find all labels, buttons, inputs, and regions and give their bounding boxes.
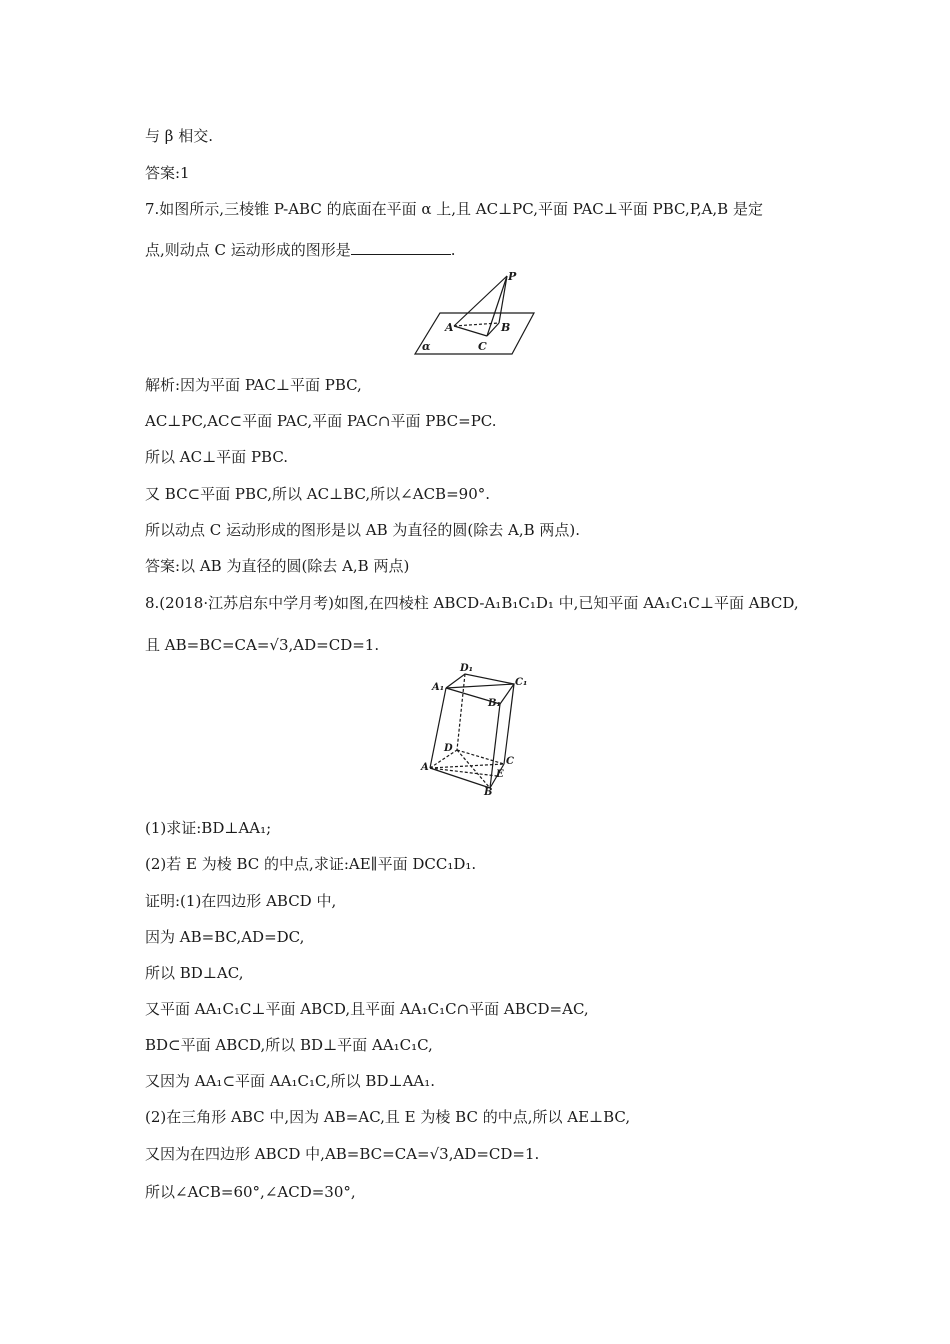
label-a: A [421,762,429,773]
solution-line-3: 所以 AC⊥平面 PBC. [145,448,289,466]
question-7-line-2 [145,240,456,260]
label-b1: B₁ [488,698,501,709]
proof-line-4: 又平面 AA₁C₁C⊥平面 ABCD,且平面 AA₁C₁C∩平面 ABCD=AC, [145,1000,589,1018]
label-e: E [496,769,504,780]
label-c: C [478,340,487,353]
proof-line-6: 又因为 AA₁⊂平面 AA₁C₁C,所以 BD⊥AA₁. [145,1072,436,1090]
label-b: B [501,321,511,334]
edge-aa1 [430,688,446,768]
label-alpha: α [422,340,431,353]
edge-ac [454,326,487,336]
solution-line-2: AC⊥PC,AC⊂平面 PAC,平面 PAC∩平面 PBC=PC. [145,412,497,430]
solution-line-5: 所以动点 C 运动形成的图形是以 AB 为直径的圆(除去 A,B 两点). [145,521,581,539]
label-a1: A₁ [432,682,445,693]
proof-line-8: 又因为在四边形 ABCD 中,AB=BC=CA=√3,AD=CD=1. [145,1145,540,1163]
solution-line-1: 解析:因为平面 PAC⊥平面 PBC, [145,376,362,394]
label-c: C [506,756,514,767]
question-7-period: . [450,241,456,259]
label-p: P [508,270,517,283]
edge-ab [454,323,499,326]
proof-line-7: (2)在三角形 ABC 中,因为 AB=AC,且 E 为棱 BC 的中点,所以 AE⊥BC, [145,1108,631,1126]
edge-a1-c1 [446,684,514,688]
question-8-line-1: 8.(2018·江苏启东中学月考)如图,在四棱柱 ABCD-A₁B₁C₁D₁ 中,已知平面 AA₁C₁C⊥平面 ABCD, [145,594,799,612]
question-7-line-1: 7.如图所示,三棱锥 P-ABC 的底面在平面 α 上,且 AC⊥PC,平面 PAC⊥平面 PBC,P,A,B 是定 [145,200,763,218]
top-face [446,674,514,704]
part-2-line: (2)若 E 为棱 BC 的中点,求证:AE∥平面 DCC₁D₁. [145,855,477,873]
edge-dd1 [457,674,465,750]
label-a: A [445,321,454,334]
label-b: B [484,787,493,795]
pyramid-figure [412,268,537,358]
label-d: D [444,743,453,754]
proof-line-1: 证明:(1)在四边形 ABCD 中, [145,892,337,910]
question-8-line-2: 且 AB=BC=CA=√3,AD=CD=1. [145,636,380,654]
edge-ae [430,768,497,776]
edge-dc [457,750,504,764]
part-1-line: (1)求证:BD⊥AA₁; [145,819,272,837]
text-line: 与 β 相交. [145,127,213,145]
answer-blank [351,240,451,255]
proof-line-3: 所以 BD⊥AC, [145,964,244,982]
answer-line: 答案:以 AB 为直径的圆(除去 A,B 两点) [145,557,410,575]
proof-line-9: 所以∠ACB=60°,∠ACD=30°, [145,1183,356,1201]
question-7-text: 点,则动点 C 运动形成的图形是 [145,241,351,259]
proof-line-2: 因为 AB=BC,AD=DC, [145,928,305,946]
solution-line-4: 又 BC⊂平面 PBC,所以 AC⊥BC,所以∠ACB=90°. [145,485,491,503]
proof-line-5: BD⊂平面 ABCD,所以 BD⊥平面 AA₁C₁C, [145,1036,433,1054]
label-c1: C₁ [515,677,528,688]
prism-figure [420,660,535,795]
plane-alpha [415,313,534,354]
label-d1: D₁ [460,663,474,674]
answer-line: 答案:1 [145,164,190,182]
